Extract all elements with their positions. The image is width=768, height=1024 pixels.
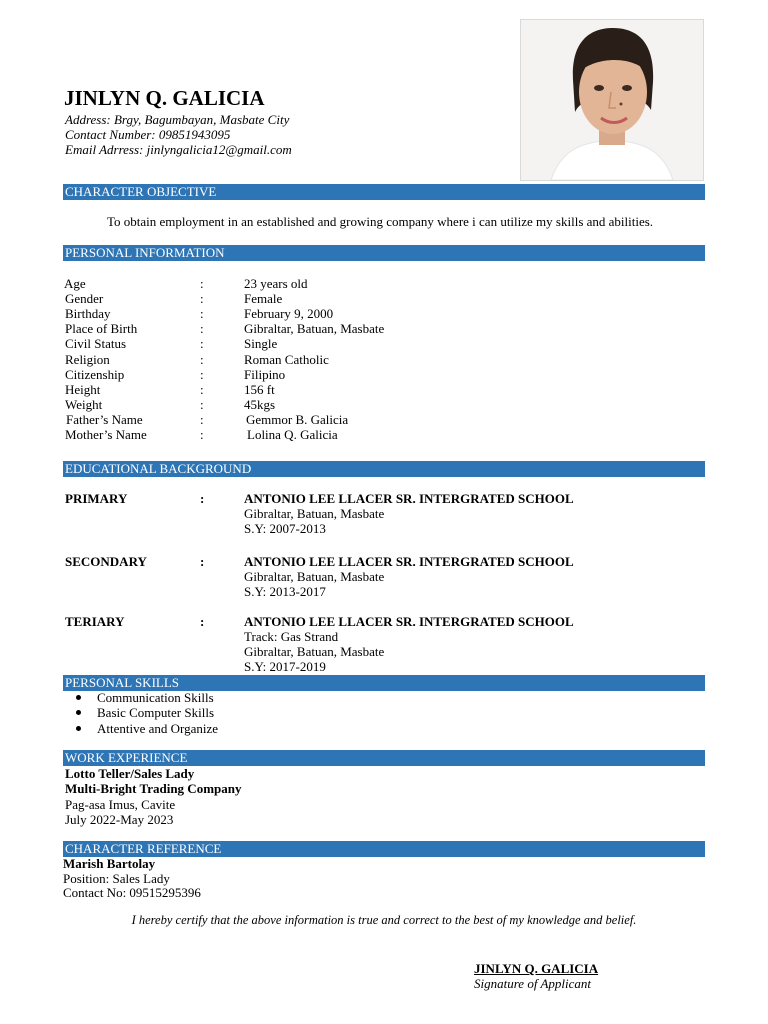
info-value: Lolina Q. Galicia bbox=[247, 427, 338, 442]
education-colon: : bbox=[200, 491, 205, 506]
section-bar-reference: CHARACTER REFERENCE bbox=[63, 841, 705, 857]
school-location: Gibraltar, Batuan, Masbate bbox=[244, 506, 385, 521]
info-colon: : bbox=[200, 321, 204, 336]
info-value: Roman Catholic bbox=[244, 352, 329, 367]
signature-caption: Signature of Applicant bbox=[474, 976, 591, 991]
work-entry bbox=[65, 766, 241, 827]
info-label: Gender bbox=[65, 291, 104, 306]
applicant-photo bbox=[520, 19, 704, 181]
bullet-icon bbox=[76, 726, 81, 731]
info-label: Height bbox=[65, 382, 101, 397]
section-bar-skills: PERSONAL SKILLS bbox=[63, 675, 705, 691]
education-level: TERIARY bbox=[65, 614, 125, 629]
school-name: ANTONIO LEE LLACER SR. INTERGRATED SCHOOL bbox=[244, 554, 574, 569]
reference-contact: Contact No: 09515295396 bbox=[63, 885, 201, 901]
info-label: Birthday bbox=[65, 306, 111, 321]
school-name: ANTONIO LEE LLACER SR. INTERGRATED SCHOOL bbox=[244, 614, 574, 629]
info-label: Religion bbox=[65, 352, 110, 367]
info-label: Father’s Name bbox=[66, 412, 143, 427]
reference-entry bbox=[63, 856, 201, 900]
info-colon: : bbox=[200, 336, 204, 351]
address-line: Address: Brgy, Bagumbayan, Masbate City bbox=[65, 112, 290, 127]
education-details bbox=[244, 491, 574, 536]
info-value: 45kgs bbox=[244, 397, 276, 412]
applicant-name: JINLYN Q. GALICIA bbox=[64, 86, 265, 110]
school-track: Track: Gas Strand bbox=[244, 629, 339, 644]
info-colon: : bbox=[200, 397, 204, 412]
email-line: Email Adrress: jinlyngalicia12@gmail.com bbox=[65, 142, 292, 157]
school-year: S.Y: 2017-2019 bbox=[244, 659, 326, 674]
reference-name: Marish Bartolay bbox=[63, 856, 156, 871]
info-value: Filipino bbox=[244, 367, 286, 382]
education-colon: : bbox=[200, 614, 205, 629]
section-bar-objective: CHARACTER OBJECTIVE bbox=[63, 184, 705, 200]
info-colon: : bbox=[200, 291, 204, 306]
info-colon: : bbox=[200, 427, 204, 442]
info-colon: : bbox=[200, 367, 204, 382]
school-name: ANTONIO LEE LLACER SR. INTERGRATED SCHOOL bbox=[244, 491, 574, 506]
info-colon: : bbox=[200, 276, 204, 291]
info-value: Gibraltar, Batuan, Masbate bbox=[244, 321, 385, 336]
list-item bbox=[76, 721, 218, 736]
certification-statement: I hereby certify that the above information is true and correct to the best of my knowledge and belief. bbox=[131, 913, 637, 927]
info-colon: : bbox=[200, 412, 204, 427]
bullet-icon bbox=[76, 710, 81, 715]
info-label: Weight bbox=[65, 397, 103, 412]
info-value: 156 ft bbox=[244, 382, 275, 397]
portrait-illustration bbox=[521, 20, 703, 180]
info-value: February 9, 2000 bbox=[244, 306, 334, 321]
info-label: Citizenship bbox=[65, 367, 125, 382]
work-period: July 2022-May 2023 bbox=[65, 811, 174, 827]
info-label: Age bbox=[64, 276, 86, 291]
education-level: SECONDARY bbox=[65, 554, 147, 569]
info-colon: : bbox=[200, 352, 204, 367]
info-label: Mother’s Name bbox=[65, 427, 147, 442]
list-item bbox=[76, 705, 218, 720]
skill-label: Attentive and Organize bbox=[97, 720, 219, 736]
school-year: S.Y: 2013-2017 bbox=[244, 584, 326, 599]
skill-label: Communication Skills bbox=[97, 690, 214, 705]
school-year: S.Y: 2007-2013 bbox=[244, 521, 326, 536]
section-bar-education: EDUCATIONAL BACKGROUND bbox=[63, 461, 705, 477]
contact-block bbox=[65, 112, 292, 157]
skills-list bbox=[76, 690, 218, 736]
school-location: Gibraltar, Batuan, Masbate bbox=[244, 569, 385, 584]
info-label: Civil Status bbox=[65, 336, 127, 351]
school-location: Gibraltar, Batuan, Masbate bbox=[244, 644, 385, 659]
education-colon: : bbox=[200, 554, 205, 569]
section-bar-personal-info: PERSONAL INFORMATION bbox=[63, 245, 705, 261]
education-level: PRIMARY bbox=[65, 491, 128, 506]
section-bar-work: WORK EXPERIENCE bbox=[63, 750, 705, 766]
info-value: Gemmor B. Galicia bbox=[246, 412, 349, 427]
signature-block bbox=[474, 961, 598, 991]
info-colon: : bbox=[200, 306, 204, 321]
list-item bbox=[76, 690, 218, 705]
work-position: Lotto Teller/Sales Lady bbox=[65, 766, 195, 781]
work-company: Multi-Bright Trading Company bbox=[65, 781, 242, 797]
signature-name: JINLYN Q. GALICIA bbox=[474, 961, 599, 976]
objective-text: To obtain employment in an established and growing company where i can utilize my skills and abilities. bbox=[107, 214, 654, 229]
info-value: 23 years old bbox=[244, 276, 308, 291]
education-details bbox=[244, 554, 574, 599]
bullet-icon bbox=[76, 695, 81, 700]
contact-number-line: Contact Number: 09851943095 bbox=[65, 127, 231, 142]
info-label: Place of Birth bbox=[65, 321, 138, 336]
info-value: Single bbox=[244, 336, 278, 351]
info-value: Female bbox=[244, 291, 283, 306]
reference-position: Position: Sales Lady bbox=[63, 870, 170, 886]
education-details bbox=[244, 614, 574, 674]
info-colon: : bbox=[200, 382, 204, 397]
work-location: Pag-asa Imus, Cavite bbox=[65, 796, 176, 812]
skill-label: Basic Computer Skills bbox=[97, 705, 214, 721]
